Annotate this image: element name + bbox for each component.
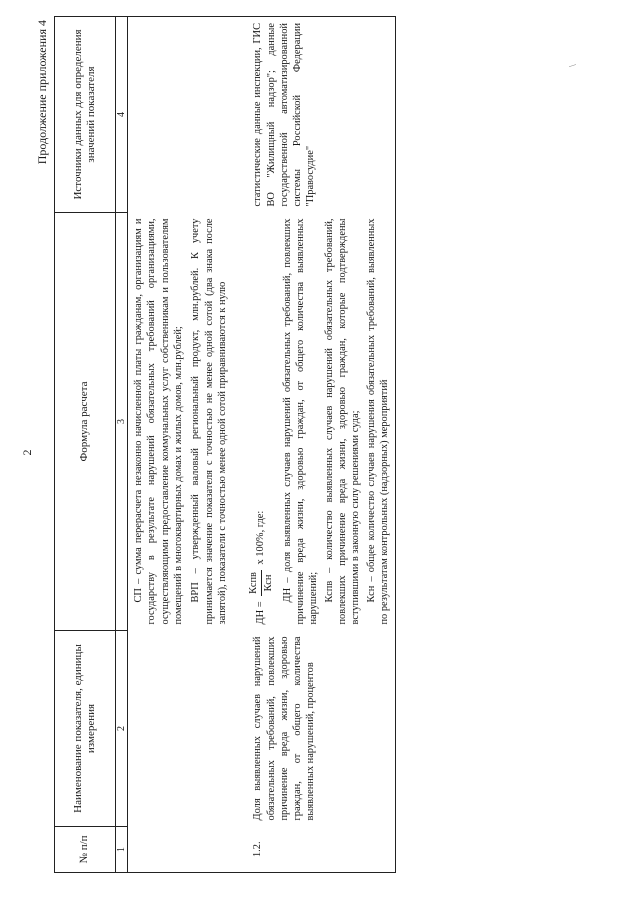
column-number-row (116, 17, 128, 873)
row-1-2-sources: статистические данные инспекции, ГИС ВО "Жилищный надзор"; данные государственной автоматизированной системы Российской Федерации "Правосудие" (252, 23, 317, 207)
row-1-2-num-cell (233, 827, 396, 873)
prev-row-formula-cell (128, 213, 234, 631)
formula-numerator: Кспв (247, 570, 261, 596)
dn-definition: ДН – доля выявленных случаев нарушений обязательных требований, повлекших причинение вреда жизни, здоровью граждан, от общего количества выявленных нарушений; (281, 218, 320, 625)
vrp-definition: ВРП – утвержденный валовый региональный продукт, млн.рублей. К учету принимается значение показателя с точностью не менее одной сотой (два знака после запятой), показатели с точностью менее одной сотой приравниваются к нулю (190, 218, 228, 625)
row-1-2-num: 1.2. (252, 841, 264, 858)
table-row (233, 17, 396, 873)
table-row (128, 17, 234, 873)
column-number: 1 (116, 827, 128, 873)
column-number: 3 (116, 213, 128, 631)
appendix-continuation-label: Продолжение приложения 4 (35, 20, 49, 165)
row-1-2-name-cell (233, 631, 396, 827)
prev-row-name-cell (128, 631, 234, 827)
sp-definition: СП – сумма перерасчета незаконно начисленной платы гражданам, организациям и государству в результате нарушений обязательных требований организациями, осуществляющими предоставление коммунальных услуг собственникам и пользователям помещений в многоквартирных домах и жилых домов, млн.рублей; (133, 218, 184, 625)
ksn-definition: Ксн – общее количество случаев нарушения обязательных требований, выявленных по результатам контрольных (надзорных) мероприятий (365, 218, 390, 625)
scan-artifact-mark: \ (568, 64, 579, 67)
header-sources: Источники данных для определения значений показателя (55, 17, 116, 213)
formula-fraction (247, 570, 275, 596)
header-formula: Формула расчета (55, 213, 116, 631)
row-1-2-name: Доля выявленных случаев нарушений обязательных требований, повлекших причинение вреда жизни, здоровью граждан, от общего количества выявленных нарушений, процентов (252, 636, 317, 821)
row-1-2-sources-cell (233, 17, 396, 213)
column-number: 4 (116, 17, 128, 213)
header-num: № п/п (55, 827, 116, 873)
column-number: 2 (116, 631, 128, 827)
indicator-table (54, 16, 396, 873)
prev-row-sources-cell (128, 17, 234, 213)
prev-row-num-cell (128, 827, 234, 873)
table-header-row (55, 17, 116, 873)
header-name: Наименование показателя, единицы измерения (55, 631, 116, 827)
kspv-definition: Кспв – количество выявленных случаев нарушений обязательных требований, повлекших причинение вреда жизни, здоровью граждан, которые подтверждены вступившими в законную силу решениями суда; (323, 218, 362, 625)
page-number: 2 (20, 449, 34, 456)
formula-denominator: Ксн (262, 574, 274, 592)
formula-rhs: х 100%, где: (255, 510, 267, 565)
row-1-2-formula-cell (233, 213, 396, 631)
dn-formula (247, 219, 275, 625)
formula-lhs: ДН = (255, 601, 267, 625)
